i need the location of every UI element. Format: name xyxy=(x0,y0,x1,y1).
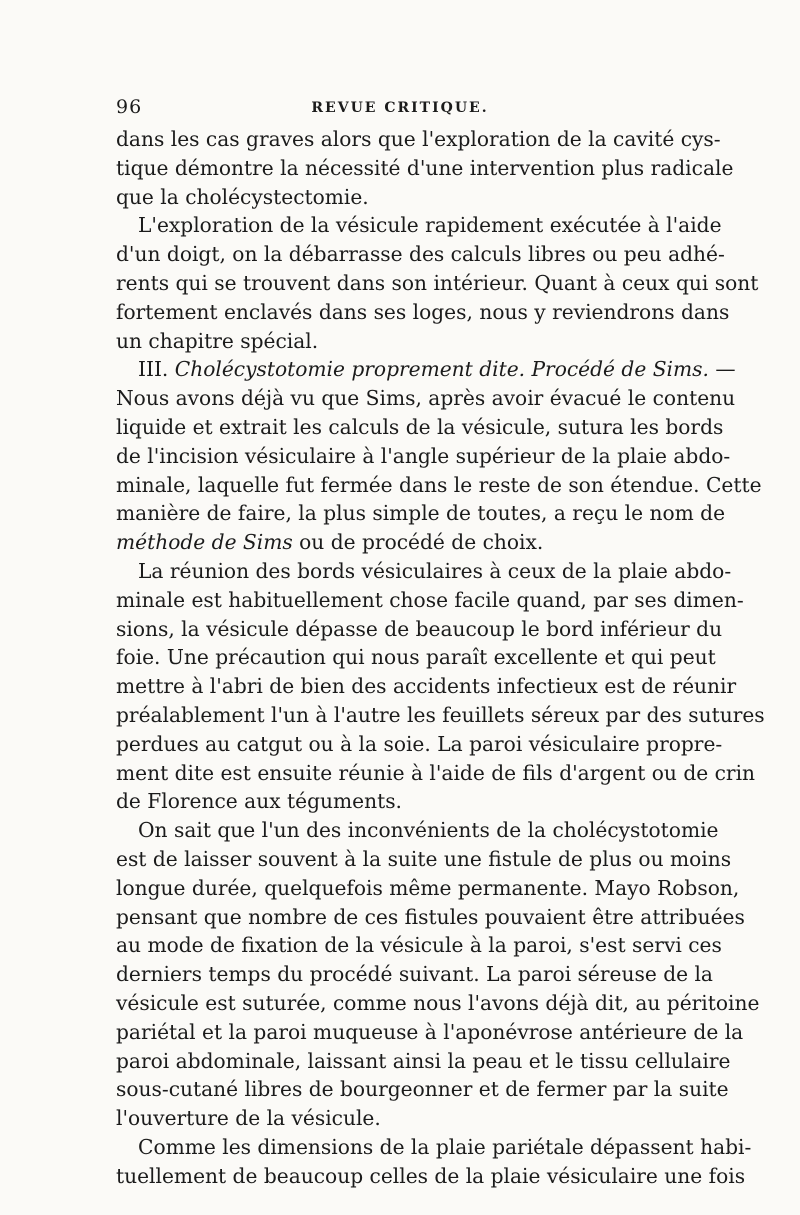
text-line: La réunion des bords vésiculaires à ceux de la plaie abdo- xyxy=(138,558,732,583)
text-line: On sait que l'un des inconvénients de la cholécystotomie xyxy=(138,818,719,843)
text-line: fortement enclavés dans ses loges, nous y reviendrons dans xyxy=(116,299,730,324)
text-line: au mode de fixation de la vésicule à la paroi, s'est servi ces xyxy=(116,933,722,958)
text-line: foie. Une précaution qui nous paraît excellente et qui peut xyxy=(116,645,716,670)
text-line: paroi abdominale, laissant ainsi la peau et le tissu cellulaire xyxy=(116,1048,731,1073)
section-number: III. xyxy=(138,357,175,382)
text-line: minale est habituellement chose facile quand, par ses dimen- xyxy=(116,587,744,612)
text-line: manière de faire, la plus simple de toutes, a reçu le nom de xyxy=(116,501,726,526)
section-heading-line xyxy=(116,355,736,384)
text-line: liquide et extrait les calculs de la vésicule, sutura les bords xyxy=(116,414,724,439)
text-line: derniers temps du procédé suivant. La paroi séreuse de la xyxy=(116,962,713,987)
text-line: tuellement de beaucoup celles de la plaie vésiculaire une fois xyxy=(116,1163,746,1188)
text-line: longue durée, quelquefois même permanente. Mayo Robson, xyxy=(116,875,740,900)
text-line: de Florence aux téguments. xyxy=(116,789,402,814)
text-line: un chapitre spécial. xyxy=(116,328,319,353)
text-line: pariétal et la paroi muqueuse à l'aponévrose antérieure de la xyxy=(116,1019,744,1044)
text-line: tique démontre la nécessité d'une intervention plus radicale xyxy=(116,155,734,180)
text-line: sous-cutané libres de bourgeonner et de fermer par la suite xyxy=(116,1077,729,1102)
text-line: L'exploration de la vésicule rapidement exécutée à l'aide xyxy=(138,213,722,238)
text-line: dans les cas graves alors que l'exploration de la cavité cys- xyxy=(116,127,721,151)
text-line: sions, la vésicule dépasse de beaucoup le bord inférieur du xyxy=(116,616,723,641)
text-line: que la cholécystectomie. xyxy=(116,184,369,209)
text-line: mettre à l'abri de bien des accidents infectieux est de réunir xyxy=(116,674,737,699)
text-line: minale, laquelle fut fermée dans le reste de son étendue. Cette xyxy=(116,472,762,497)
section-dash: — xyxy=(708,357,736,382)
text-line: Nous avons déjà vu que Sims, après avoir évacué le contenu xyxy=(116,386,736,411)
italic-term: méthode de Sims xyxy=(116,530,293,555)
text-line: est de laisser souvent à la suite une fistule de plus ou moins xyxy=(116,846,732,871)
text-line: l'ouverture de la vésicule. xyxy=(116,1106,381,1131)
text-line: rents qui se trouvent dans son intérieur. Quant à ceux qui sont xyxy=(116,270,759,295)
body-text xyxy=(116,125,765,1190)
text-line: méthode de Sims ou de procédé de choix. xyxy=(116,530,544,555)
text-line: ment dite est ensuite réunie à l'aide de fils d'argent ou de crin xyxy=(116,760,756,785)
text-line: d'un doigt, on la débarrasse des calculs libres ou peu adhé- xyxy=(116,242,725,267)
page-header xyxy=(116,96,684,122)
text-line: de l'incision vésiculaire à l'angle supérieur de la plaie abdo- xyxy=(116,443,731,468)
text-line: vésicule est suturée, comme nous l'avons déjà dit, au péritoine xyxy=(116,990,760,1015)
section-title: Cholécystotomie proprement dite. Procédé de Sims. xyxy=(174,357,709,382)
text-line: pensant que nombre de ces fistules pouvaient être attribuées xyxy=(116,904,745,929)
text-line: Comme les dimensions de la plaie pariétale dépassent habi- xyxy=(138,1134,752,1159)
text-line: préalablement l'un à l'autre les feuillets séreux par des sutures xyxy=(116,702,765,727)
text-line: perdues au catgut ou à la soie. La paroi vésiculaire propre- xyxy=(116,731,723,756)
running-head: REVUE CRITIQUE. xyxy=(311,100,489,116)
page-number: 96 xyxy=(116,96,143,118)
